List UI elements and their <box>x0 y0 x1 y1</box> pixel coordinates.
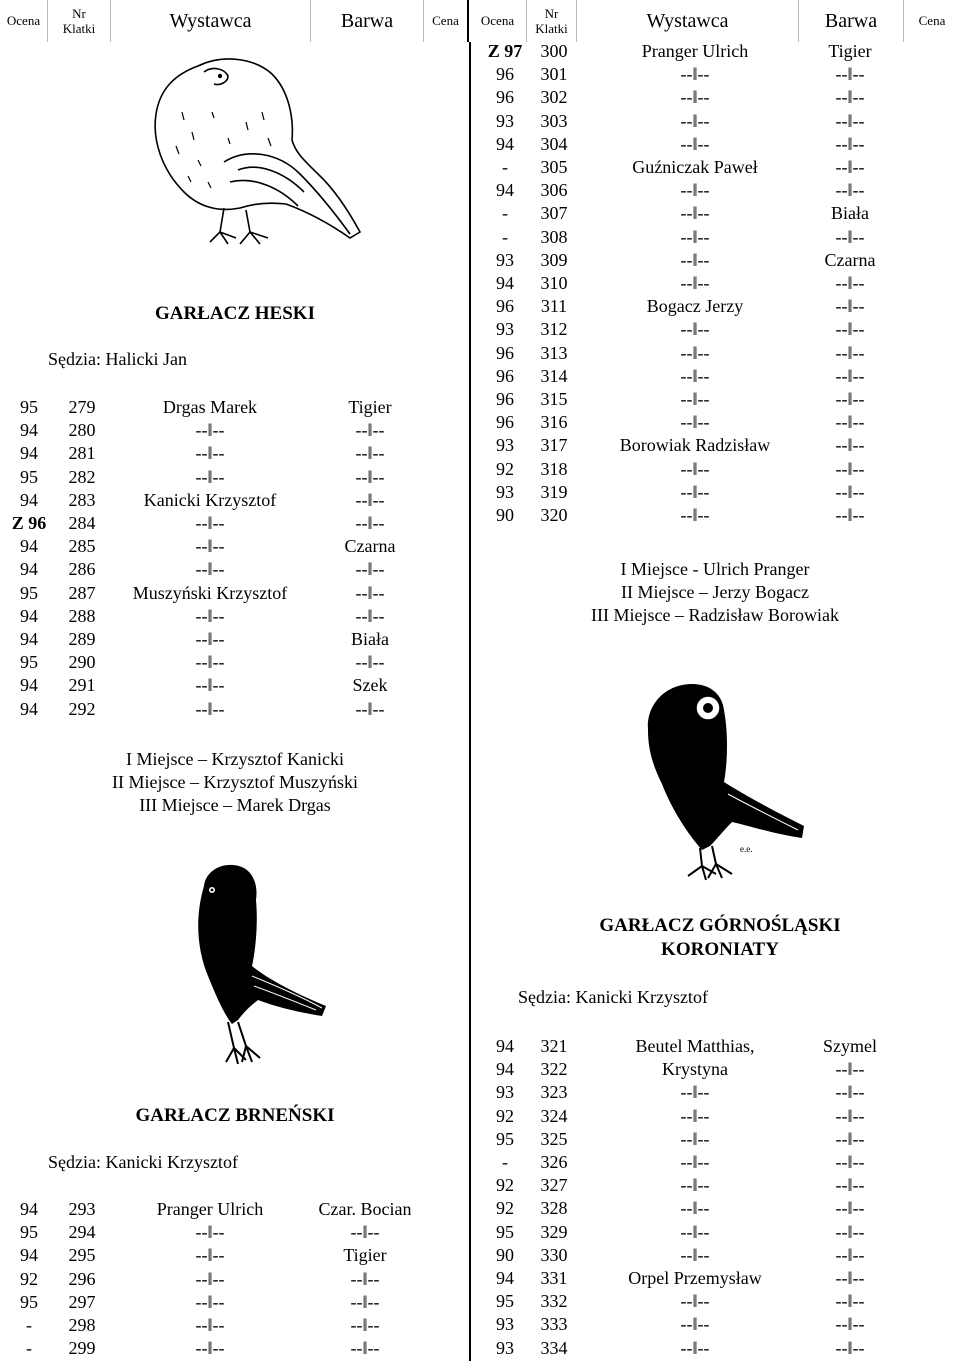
cell-barwa: --‖-- <box>355 698 385 719</box>
section-title-line2: KORONIATY <box>661 939 779 960</box>
cell-ocena: 93 <box>496 481 514 502</box>
place-3: III Miejsce – Radzisław Borowiak <box>591 605 839 625</box>
cell-barwa: --‖-- <box>835 157 865 177</box>
cell-ocena: 92 <box>496 458 514 479</box>
cell-nr-klatki: 306 <box>540 180 568 201</box>
cell-nr-klatki: 315 <box>540 389 568 409</box>
cell-nr-klatki: 301 <box>540 64 568 85</box>
cell-ocena: 95 <box>496 1221 514 1242</box>
cell-nr-klatki: 288 <box>68 605 96 626</box>
cell-wystawca: --‖-- <box>680 273 710 293</box>
cell-ocena: 94 <box>20 675 38 696</box>
cell-nr-klatki: 333 <box>540 1314 568 1335</box>
cell-nr-klatki: 305 <box>540 157 568 177</box>
cell-ocena: 92 <box>496 1175 514 1196</box>
cell-ocena: 96 <box>496 389 514 409</box>
cell-nr-klatki: 331 <box>540 1268 568 1288</box>
header-ocena: Ocena <box>0 0 48 42</box>
cell-barwa: --‖-- <box>835 180 865 201</box>
cell-ocena: 94 <box>20 605 38 626</box>
cell-wystawca: Orpel Przemysław <box>628 1268 762 1288</box>
cell-barwa: --‖-- <box>355 605 385 626</box>
cell-ocena: 95 <box>20 466 38 487</box>
cell-nr-klatki: 299 <box>68 1338 96 1359</box>
section-title-line1: GARŁACZ GÓRNOŚLĄSKI <box>599 915 841 936</box>
cell-wystawca: --‖-- <box>680 1314 710 1335</box>
cell-nr-klatki: 323 <box>540 1082 568 1103</box>
cell-nr-klatki: 327 <box>540 1175 568 1196</box>
cell-nr-klatki: 280 <box>68 420 96 441</box>
cell-ocena: 96 <box>496 296 514 317</box>
cell-nr-klatki: 297 <box>68 1291 96 1312</box>
cell-ocena: 95 <box>20 1291 38 1312</box>
cell-nr-klatki: 320 <box>540 505 568 525</box>
cell-barwa: --‖-- <box>355 489 385 510</box>
cell-wystawca: --‖-- <box>195 629 225 649</box>
cell-barwa: --‖-- <box>835 226 865 247</box>
cell-wystawca: --‖-- <box>680 133 710 154</box>
cell-wystawca: --‖-- <box>680 110 710 131</box>
cell-barwa: --‖-- <box>835 1059 865 1080</box>
cell-nr-klatki: 292 <box>68 698 96 719</box>
cell-barwa: Szymel <box>823 1036 877 1056</box>
cell-wystawca: Beutel Matthias, <box>635 1036 755 1056</box>
cell-ocena: 93 <box>496 1337 514 1358</box>
cell-ocena: 93 <box>496 319 514 340</box>
cell-nr-klatki: 295 <box>68 1245 96 1266</box>
cell-ocena: 94 <box>20 1245 38 1266</box>
cell-nr-klatki: 302 <box>540 87 568 108</box>
cell-barwa: --‖-- <box>350 1315 380 1335</box>
cell-ocena: 92 <box>496 1105 514 1126</box>
cell-ocena: 94 <box>496 133 514 154</box>
cell-nr-klatki: 286 <box>68 559 96 580</box>
cell-wystawca: --‖-- <box>680 249 710 270</box>
cell-nr-klatki: 308 <box>540 226 568 247</box>
cell-wystawca: --‖-- <box>680 389 710 409</box>
cell-ocena: 94 <box>496 1268 514 1288</box>
cell-nr-klatki: 290 <box>68 652 96 673</box>
cell-wystawca: --‖-- <box>195 536 225 557</box>
cell-ocena: 94 <box>496 273 514 293</box>
cell-barwa: Tigier <box>828 41 872 61</box>
cell-ocena: 94 <box>20 489 38 510</box>
judge-heski: Sędzia: Halicki Jan <box>48 349 187 369</box>
cell-ocena: 93 <box>496 1082 514 1103</box>
cell-wystawca: --‖-- <box>680 458 710 479</box>
cell-wystawca: --‖-- <box>680 505 710 525</box>
cell-wystawca: --‖-- <box>680 481 710 502</box>
cell-barwa: --‖-- <box>835 1198 865 1219</box>
cell-nr-klatki: 326 <box>540 1152 568 1172</box>
cell-ocena: - <box>502 226 508 247</box>
cell-ocena: 95 <box>20 652 38 673</box>
cell-wystawca: Krystyna <box>662 1059 728 1080</box>
cell-wystawca: --‖-- <box>195 698 225 719</box>
cell-ocena: 96 <box>496 412 514 433</box>
cell-ocena: 93 <box>496 435 514 456</box>
cell-barwa: Czarna <box>824 249 876 270</box>
header-barwa: Barwa <box>311 0 424 42</box>
cell-wystawca: --‖-- <box>680 319 710 340</box>
cell-nr-klatki: 289 <box>68 629 96 649</box>
cell-ocena: 94 <box>20 443 38 464</box>
cell-ocena: Z 97 <box>487 41 523 61</box>
cell-ocena: 96 <box>496 365 514 386</box>
cell-barwa: --‖-- <box>835 412 865 433</box>
header-nr-klatki <box>48 0 111 42</box>
cell-barwa: --‖-- <box>835 296 865 317</box>
cell-wystawca: --‖-- <box>195 1338 225 1359</box>
header-wystawca: Wystawca <box>111 0 311 42</box>
cell-nr-klatki: 309 <box>540 249 568 270</box>
cell-wystawca: --‖-- <box>680 412 710 433</box>
cell-nr-klatki: 314 <box>540 365 568 386</box>
cell-wystawca: --‖-- <box>195 1245 225 1266</box>
header-barwa-right: Barwa <box>799 0 904 42</box>
cell-barwa: --‖-- <box>835 458 865 479</box>
cell-barwa: --‖-- <box>350 1291 380 1312</box>
cell-wystawca: Borowiak Radzisław <box>619 435 771 456</box>
cell-wystawca: Kanicki Krzysztof <box>143 489 277 510</box>
cell-nr-klatki: 296 <box>68 1268 96 1289</box>
cell-wystawca: --‖-- <box>195 1291 225 1312</box>
cell-barwa: --‖-- <box>835 1337 865 1358</box>
cell-wystawca: --‖-- <box>195 605 225 626</box>
cell-barwa: --‖-- <box>835 87 865 108</box>
cell-wystawca: Pranger Ulrich <box>641 41 749 61</box>
cell-nr-klatki: 324 <box>540 1105 568 1126</box>
cell-wystawca: --‖-- <box>195 443 225 464</box>
cell-nr-klatki: 311 <box>540 296 568 317</box>
place-2: II Miejsce – Jerzy Bogacz <box>621 582 809 602</box>
cell-wystawca: --‖-- <box>680 226 710 247</box>
cell-wystawca: --‖-- <box>680 180 710 201</box>
cell-ocena: 96 <box>496 342 514 363</box>
brno-pouter-pigeon-illustration <box>146 856 336 1076</box>
cell-nr-klatki: 294 <box>68 1222 96 1243</box>
cell-nr-klatki: 322 <box>540 1059 568 1080</box>
header-ocena-right: Ocena <box>469 0 527 42</box>
cell-nr-klatki: 307 <box>540 203 568 224</box>
cell-ocena: 96 <box>496 87 514 108</box>
cell-wystawca: --‖-- <box>680 203 710 224</box>
cell-ocena: - <box>502 1152 508 1172</box>
cell-barwa: Czar. Bocian <box>318 1199 412 1219</box>
cell-barwa: --‖-- <box>835 1082 865 1103</box>
cell-nr-klatki: 318 <box>540 458 568 479</box>
header-nr-right: Nr <box>544 6 559 21</box>
cell-wystawca: Pranger Ulrich <box>156 1199 264 1219</box>
cell-wystawca: --‖-- <box>195 420 225 441</box>
cell-barwa: --‖-- <box>835 1268 865 1288</box>
cell-ocena: 95 <box>496 1291 514 1312</box>
cell-barwa: --‖-- <box>835 365 865 386</box>
judge-gornoslaski: Sędzia: Kanicki Krzysztof <box>518 987 708 1007</box>
cell-barwa: --‖-- <box>355 443 385 464</box>
cell-wystawca: --‖-- <box>195 675 225 696</box>
cell-nr-klatki: 281 <box>68 443 96 464</box>
cell-barwa: --‖-- <box>835 273 865 293</box>
cell-wystawca: --‖-- <box>680 1152 710 1172</box>
cell-barwa: --‖-- <box>355 652 385 673</box>
cell-barwa: --‖-- <box>355 466 385 487</box>
cell-nr-klatki: 334 <box>540 1337 568 1358</box>
section-title-heski: GARŁACZ HESKI <box>155 303 315 324</box>
cell-barwa: Tigier <box>343 1245 387 1266</box>
cell-ocena: 90 <box>496 1244 514 1265</box>
cell-wystawca: --‖-- <box>680 64 710 85</box>
cell-wystawca: --‖-- <box>680 1105 710 1126</box>
cell-ocena: 94 <box>496 1059 514 1080</box>
cell-barwa: --‖-- <box>835 505 865 525</box>
cell-ocena: 95 <box>20 397 38 417</box>
cell-barwa: --‖-- <box>835 64 865 85</box>
cell-nr-klatki: 329 <box>540 1221 568 1242</box>
cell-ocena: 93 <box>496 1314 514 1335</box>
cell-wystawca: --‖-- <box>680 1175 710 1196</box>
header-klatki: Klatki <box>62 21 96 36</box>
cell-wystawca: --‖-- <box>195 652 225 673</box>
cell-wystawca: --‖-- <box>680 1244 710 1265</box>
svg-text:e.e.: e.e. <box>740 844 753 854</box>
cell-nr-klatki: 330 <box>540 1244 568 1265</box>
cell-barwa: --‖-- <box>355 582 385 603</box>
cell-wystawca: --‖-- <box>680 1221 710 1242</box>
cell-ocena: 96 <box>496 64 514 85</box>
cell-nr-klatki: 317 <box>540 435 568 456</box>
cell-wystawca: Muszyński Krzysztof <box>132 582 288 603</box>
header-klatki-right: Klatki <box>535 21 568 36</box>
cell-wystawca: --‖-- <box>195 1315 225 1335</box>
cell-barwa: --‖-- <box>835 110 865 131</box>
cell-ocena: 92 <box>20 1268 38 1289</box>
place-1: I Miejsce – Krzysztof Kanicki <box>126 749 344 769</box>
cell-barwa: --‖-- <box>835 1244 865 1265</box>
cell-ocena: - <box>26 1338 32 1359</box>
header-cena: Cena <box>424 0 469 42</box>
cell-wystawca: --‖-- <box>680 365 710 386</box>
place-2: II Miejsce – Krzysztof Muszyński <box>112 772 358 792</box>
cell-wystawca: --‖-- <box>680 1198 710 1219</box>
cell-wystawca: --‖-- <box>680 87 710 108</box>
cell-barwa: --‖-- <box>835 1221 865 1242</box>
cell-barwa: --‖-- <box>835 133 865 154</box>
cell-wystawca: --‖-- <box>195 466 225 487</box>
header-wystawca-right: Wystawca <box>577 0 799 42</box>
cell-nr-klatki: 310 <box>540 273 568 293</box>
cell-barwa: --‖-- <box>835 319 865 340</box>
cell-nr-klatki: 313 <box>540 342 568 363</box>
cell-barwa: --‖-- <box>835 481 865 502</box>
cell-wystawca: --‖-- <box>680 342 710 363</box>
cell-barwa: --‖-- <box>835 342 865 363</box>
cell-barwa: --‖-- <box>350 1338 380 1359</box>
judge-brnenski: Sędzia: Kanicki Krzysztof <box>48 1152 238 1172</box>
cell-barwa: --‖-- <box>355 559 385 580</box>
place-1: I Miejsce - Ulrich Pranger <box>620 559 810 579</box>
cell-nr-klatki: 321 <box>540 1036 568 1056</box>
cell-nr-klatki: 316 <box>540 412 568 433</box>
cell-wystawca: --‖-- <box>680 1128 710 1149</box>
crowned-pouter-pigeon-illustration <box>636 670 836 890</box>
cell-ocena: 94 <box>496 180 514 201</box>
cell-nr-klatki: 325 <box>540 1128 568 1149</box>
cell-barwa: --‖-- <box>835 1105 865 1126</box>
cell-ocena: - <box>26 1315 32 1335</box>
table-header <box>0 0 960 42</box>
cell-nr-klatki: 300 <box>540 41 568 61</box>
cell-barwa: --‖-- <box>835 1314 865 1335</box>
cell-wystawca: --‖-- <box>195 1222 225 1243</box>
cell-nr-klatki: 279 <box>68 397 96 417</box>
cell-ocena: 92 <box>496 1198 514 1219</box>
cell-nr-klatki: 293 <box>68 1199 96 1219</box>
cell-nr-klatki: 312 <box>540 319 568 340</box>
cell-wystawca: Bogacz Jerzy <box>646 296 744 317</box>
cell-ocena: 93 <box>496 249 514 270</box>
cell-barwa: --‖-- <box>350 1268 380 1289</box>
header-nr: Nr <box>72 6 86 21</box>
cell-nr-klatki: 304 <box>540 133 568 154</box>
cell-ocena: 94 <box>20 1199 38 1219</box>
cell-ocena: 94 <box>20 629 38 649</box>
cell-nr-klatki: 328 <box>540 1198 568 1219</box>
cell-barwa: --‖-- <box>835 1152 865 1172</box>
cell-barwa: Szek <box>352 675 388 696</box>
cell-wystawca: Drgas Marek <box>162 397 258 417</box>
cell-nr-klatki: 291 <box>68 675 96 696</box>
cell-wystawca: --‖-- <box>195 559 225 580</box>
cell-nr-klatki: 332 <box>540 1291 568 1312</box>
cell-ocena: - <box>502 203 508 224</box>
cell-nr-klatki: 303 <box>540 110 568 131</box>
cell-barwa: --‖-- <box>835 1128 865 1149</box>
header-nr-klatki-right <box>527 0 577 42</box>
places-heski <box>0 748 470 817</box>
cell-ocena: 94 <box>496 1036 514 1056</box>
cell-ocena: Z 96 <box>11 513 47 533</box>
cell-ocena: 94 <box>20 559 38 580</box>
cell-wystawca: Guźniczak Paweł <box>632 157 758 177</box>
cell-barwa: Biała <box>351 629 389 649</box>
cell-barwa: Biała <box>831 203 869 224</box>
cell-nr-klatki: 319 <box>540 481 568 502</box>
cell-barwa: --‖-- <box>355 513 385 533</box>
cell-wystawca: --‖-- <box>680 1337 710 1358</box>
cell-ocena: 95 <box>496 1128 514 1149</box>
cell-ocena: 95 <box>20 1222 38 1243</box>
cell-nr-klatki: 284 <box>68 513 96 533</box>
cell-ocena: 95 <box>20 582 38 603</box>
pouter-pigeon-outline-illustration <box>128 52 368 262</box>
cell-ocena: - <box>502 157 508 177</box>
cell-ocena: 90 <box>496 505 514 525</box>
cell-barwa: --‖-- <box>835 1175 865 1196</box>
cell-barwa: Czarna <box>344 536 396 557</box>
cell-barwa: --‖-- <box>835 389 865 409</box>
cell-ocena: 94 <box>20 420 38 441</box>
cell-wystawca: --‖-- <box>680 1082 710 1103</box>
cell-barwa: --‖-- <box>835 435 865 456</box>
cell-wystawca: --‖-- <box>195 513 225 533</box>
cell-barwa: Tigier <box>348 397 392 417</box>
section-title-brnenski: GARŁACZ BRNEŃSKI <box>135 1105 335 1126</box>
cell-nr-klatki: 298 <box>68 1315 96 1335</box>
places-heski-continued <box>470 558 960 627</box>
cell-barwa: --‖-- <box>835 1291 865 1312</box>
cell-nr-klatki: 282 <box>68 466 96 487</box>
cell-barwa: --‖-- <box>355 420 385 441</box>
header-cena-right: Cena <box>918 13 946 28</box>
cell-nr-klatki: 283 <box>68 489 96 510</box>
cell-ocena: 94 <box>20 698 38 719</box>
cell-ocena: 93 <box>496 110 514 131</box>
column-divider <box>469 42 471 1361</box>
cell-nr-klatki: 287 <box>68 582 96 603</box>
place-3: III Miejsce – Marek Drgas <box>139 795 331 815</box>
cell-wystawca: --‖-- <box>195 1268 225 1289</box>
cell-nr-klatki: 285 <box>68 536 96 557</box>
cell-barwa: --‖-- <box>350 1222 380 1243</box>
cell-ocena: 94 <box>20 536 38 557</box>
cell-wystawca: --‖-- <box>680 1291 710 1312</box>
section-title-gornoslaski <box>570 914 870 962</box>
